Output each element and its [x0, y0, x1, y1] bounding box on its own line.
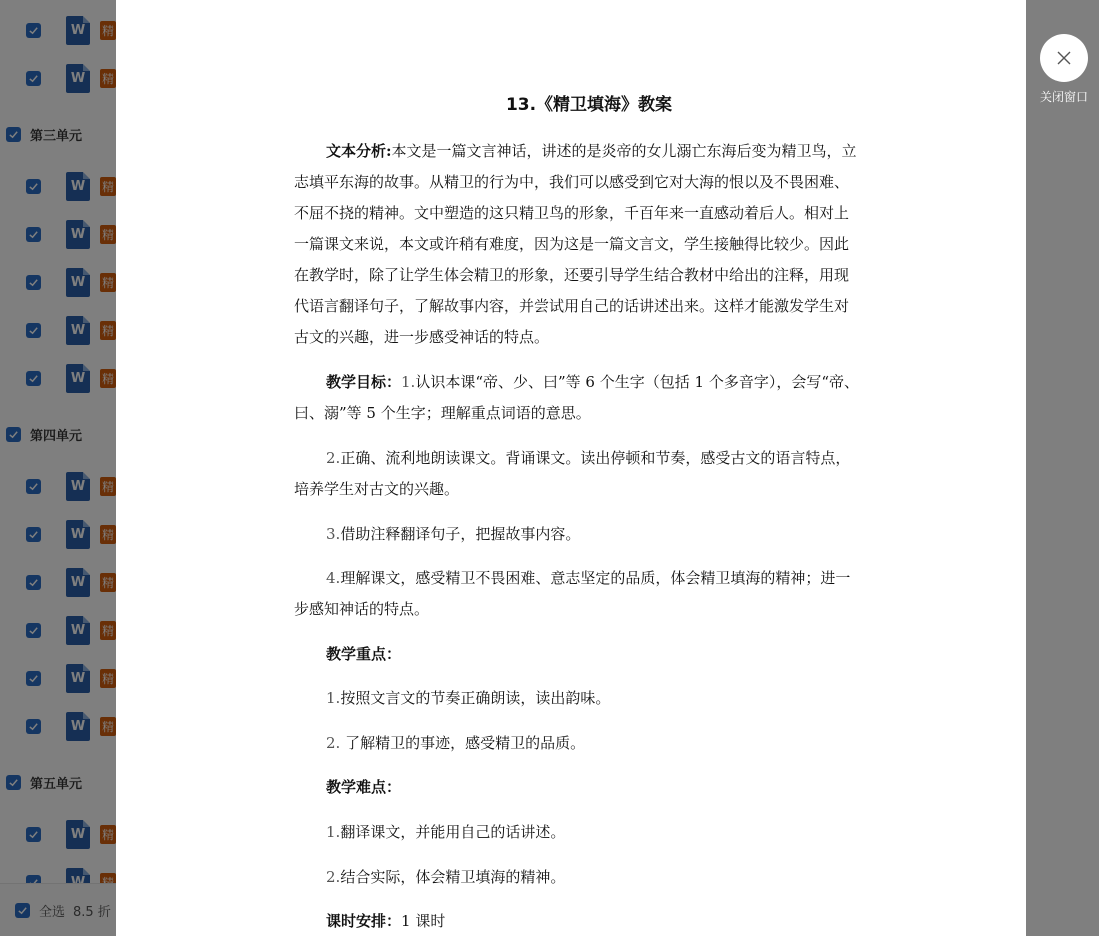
schedule-value: 1 课时 — [401, 912, 446, 930]
goal-number: 1. — [401, 373, 416, 391]
difficulty-2 — [294, 862, 859, 893]
difficulty-number: 2. — [326, 868, 341, 886]
goal-text: 认识本课“帝、少、曰”等 6 个生字（包括 1 个多音字），会写“帝、曰、溺”等 5 个生字；理解重点词语的意思。 — [294, 373, 859, 422]
close-window-button[interactable] — [1040, 34, 1088, 82]
goal-text: 正确、流利地朗读课文。背诵课文。读出停顿和节奏，感受古文的语言特点，培养学生对古文的兴趣。 — [294, 449, 851, 498]
goal-text: 理解课文，感受精卫不畏困难、意志坚定的品质，体会精卫填海的精神；进一步感知神话的特点。 — [294, 569, 851, 618]
key-point-number: 1. — [326, 689, 341, 707]
goal-number: 3. — [326, 525, 341, 543]
key-point-2 — [294, 728, 859, 759]
goal-1-paragraph — [294, 367, 859, 429]
key-points-label: 教学重点： — [326, 645, 402, 663]
difficulty-1 — [294, 817, 859, 848]
difficulties-heading — [294, 772, 859, 803]
text-analysis-paragraph — [294, 136, 859, 353]
text-analysis-label: 文本分析: — [326, 142, 392, 160]
goal-number: 2. — [326, 449, 341, 467]
difficulty-number: 1. — [326, 823, 341, 841]
goal-text: 借助注释翻译句子，把握故事内容。 — [340, 525, 581, 543]
difficulty-text: 翻译课文，并能用自己的话讲述。 — [340, 823, 566, 841]
close-window-label[interactable]: 关闭窗口 — [1039, 90, 1088, 104]
key-point-1 — [294, 683, 859, 714]
goals-label: 教学目标： — [326, 373, 402, 391]
key-point-text: 按照文言文的节奏正确朗读，读出韵味。 — [340, 689, 611, 707]
difficulty-text: 结合实际，体会精卫填海的精神。 — [340, 868, 566, 886]
goal-2-paragraph — [294, 443, 859, 505]
goal-number: 4. — [326, 569, 341, 587]
goal-3-paragraph — [294, 519, 859, 550]
text-analysis-body: 本文是一篇文言神话，讲述的是炎帝的女儿溺亡东海后变为精卫鸟，立志填平东海的故事。从精卫的行为中，我们可以感受到它对大海的恨以及不畏困难、不屈不挠的精神。文中塑造的这只精卫鸟的形象，千百年来一直感动着后人。相对上一篇课文来说，本文或许稍有难度，因为这是一篇文言文，学生接触得比较少。因此在教学时，除了让学生体会精卫的形象，还要引导学生结合教材中给出的注释，用现代语言翻译句子，了解故事内容，并尝试用自己的话讲述出来。这样才能激发学生对古文的兴趣，进一步感受神话的特点。 — [294, 142, 857, 346]
document-preview-modal — [116, 0, 1026, 936]
goal-4-paragraph — [294, 563, 864, 625]
key-point-text: 了解精卫的事迹，感受精卫的品质。 — [340, 734, 586, 752]
document-title: 13.《精卫填海》教案 — [505, 95, 673, 115]
difficulties-label: 教学难点： — [326, 778, 402, 796]
close-window-control[interactable] — [1036, 34, 1092, 105]
schedule-label: 课时安排： — [326, 912, 402, 930]
key-point-number: 2. — [326, 734, 341, 752]
close-icon — [1056, 50, 1072, 66]
schedule-paragraph — [294, 906, 859, 936]
key-points-heading — [294, 639, 859, 670]
